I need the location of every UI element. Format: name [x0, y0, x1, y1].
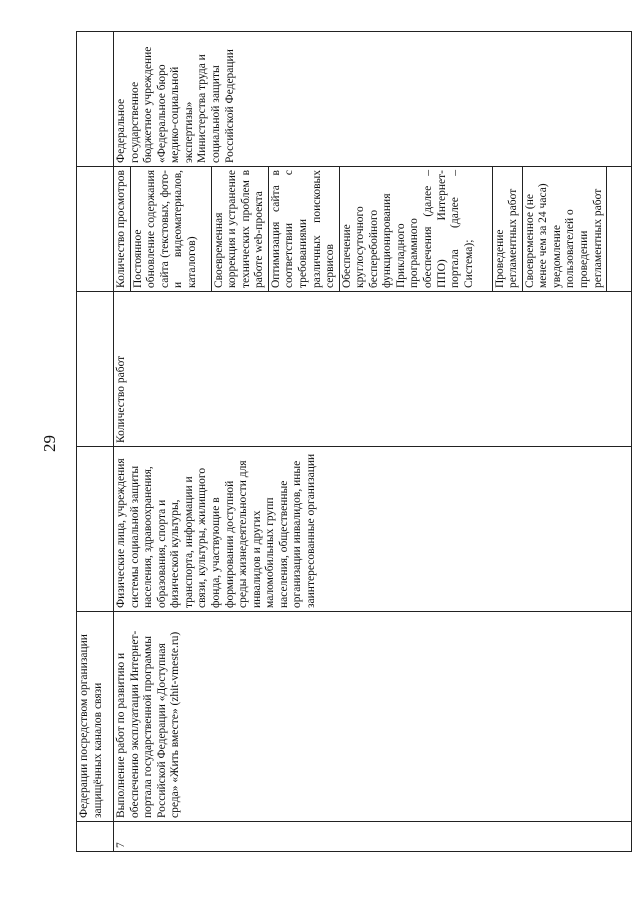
quality-indicator-cell: Постоянное обновление содержания сайта (текстовых, фото- и видеоматериалов, каталогов): [130, 167, 211, 292]
quality-indicator-cell: Своевременная коррекция и устранение технических проблем в работе web-проекта: [211, 167, 268, 292]
page-number: 29: [40, 435, 59, 452]
consumers-cell: Физические лица, учреждения системы социальной защиты населения, здравоохранения, образования, спорта и физической культуры, транспорта, информации и связи, культуры, жилищного фонда, участвующие в формировании доступной среды жизнедеятельности для инвалидов и других маломобильных групп населения, общественные организации инвалидов, иные заинтересованные организации: [114, 447, 632, 612]
quality-indicator-cell: Проведение регламентных работ: [492, 167, 522, 292]
table-row: [77, 32, 114, 852]
services-table: [76, 31, 632, 852]
table-row: [114, 32, 131, 852]
table-cell: [77, 32, 114, 167]
row-number-cell: 7: [114, 822, 632, 852]
table-cell: [77, 822, 114, 852]
table-cell: [607, 167, 632, 292]
quality-indicator-cell: Своевременное (не менее чем за 24 часа) уведомление пользователей о проведении регламентных работ: [522, 167, 606, 292]
rotated-page: [76, 32, 634, 852]
table-cell: [77, 447, 114, 612]
table-cell: [77, 292, 114, 447]
quality-indicator-cell: Обеспечение круглосуточного бесперебойного функционирования Прикладного программного обеспечения (далее – ППО) Интернет-портала (далее – Система);: [339, 167, 492, 292]
prev-activity-cell: Федерации посредством организации защищённых каналов связи: [77, 612, 114, 822]
institutions-cell: Федеральное государственное бюджетное учреждение «Федеральное бюро медико-социальной экспертизы» Министерства труда и социальной защиты Российской Федерации: [114, 32, 632, 167]
quality-indicator-cell: Количество просмотров: [114, 167, 131, 292]
volume-indicator-cell: Количество работ: [114, 292, 632, 447]
activity-cell: Выполнение работ по развитию и обеспечению эксплуатации Интернет-портала государственной программы Российской Федерации «Доступная среда» «Жить вместе» (zhit-vmeste.ru): [114, 612, 632, 822]
table-cell: [77, 167, 114, 292]
quality-indicator-cell: Оптимизация сайта в соответствии с требованиями различных поисковых сервисов: [268, 167, 339, 292]
